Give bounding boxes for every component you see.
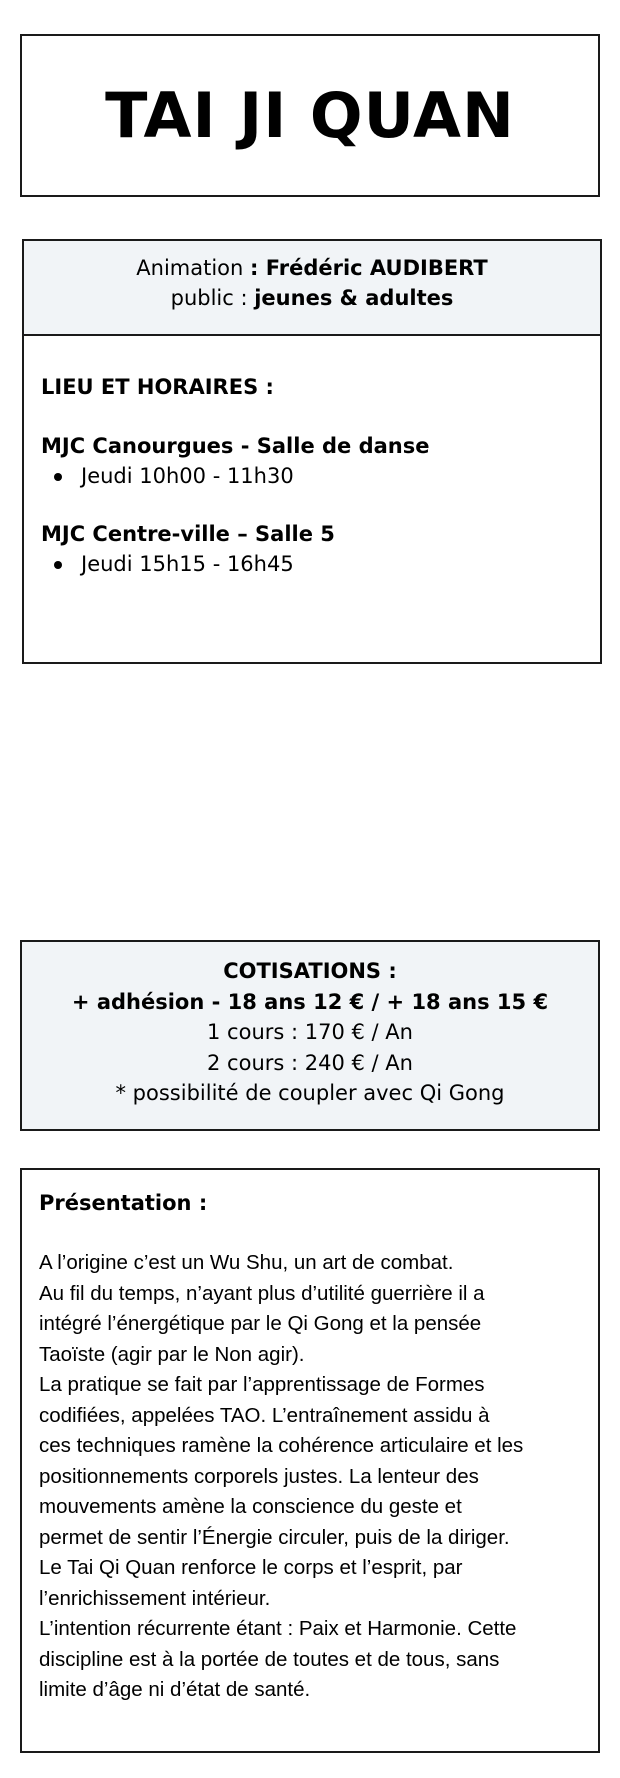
- text-line: ces techniques ramène la cohérence articulaire et les: [39, 1434, 524, 1457]
- text-line: A l’origine c’est un Wu Shu, un art de combat.: [39, 1251, 454, 1274]
- public-label: public :: [170, 286, 255, 310]
- title-box: [20, 34, 600, 197]
- bullet-icon: [54, 473, 62, 481]
- text-line: Au fil du temps, n’ayant plus d’utilité guerrière il a: [39, 1281, 485, 1305]
- cotisations-title: COTISATIONS :: [223, 959, 397, 983]
- public-value: jeunes & adultes: [254, 286, 454, 310]
- schedule-list: [41, 549, 600, 579]
- price-line: 1 cours : 170 € / An: [207, 1020, 413, 1044]
- presentation-text: [39, 1248, 580, 1706]
- info-header: [24, 241, 600, 336]
- bullet-icon: [54, 561, 62, 569]
- text-line: intégré l’énergétique par le Qi Gong et la pensée: [39, 1312, 482, 1335]
- presentation-box: [20, 1168, 600, 1753]
- price-line: 2 cours : 240 € / An: [207, 1050, 413, 1075]
- text-line: l’enrichissement intérieur.: [39, 1586, 271, 1610]
- text-line: discipline est à la portée de toutes et de tous, sans: [39, 1647, 500, 1671]
- text-line: Le Tai Qi Quan renforce le corps et l’esprit, par: [39, 1556, 463, 1579]
- text-line: Taoïste (agir par le Non agir).: [39, 1342, 305, 1366]
- text-line: positionnements corporels justes. La lenteur des: [39, 1464, 479, 1488]
- venue-name: MJC Canourgues - Salle de danse: [41, 434, 430, 458]
- text-line: limite d’âge ni d’état de santé.: [39, 1678, 311, 1701]
- text-line: permet de sentir l’Énergie circuler, puis de la diriger.: [39, 1525, 510, 1549]
- adhesion-line: + adhésion - 18 ans 12 € / + 18 ans 15 €: [71, 989, 549, 1014]
- text-line: codifiées, appelées TAO. L’entraînement assidu à: [39, 1403, 490, 1427]
- animation-label: Animation: [136, 256, 251, 280]
- schedule-item: [41, 549, 600, 579]
- schedule-text: Jeudi 15h15 - 16h45: [81, 552, 294, 576]
- schedule-text: Jeudi 10h00 - 11h30: [81, 464, 294, 488]
- cotisations-box: [20, 940, 600, 1131]
- animation-value: : Frédéric AUDIBERT: [250, 256, 488, 280]
- text-line: La pratique se fait par l’apprentissage de Formes: [39, 1373, 485, 1396]
- lieu-title: LIEU ET HORAIRES :: [41, 375, 274, 399]
- presentation-title: Présentation :: [39, 1191, 208, 1215]
- schedule-list: [41, 461, 600, 491]
- note-line: * possibilité de coupler avec Qi Gong: [115, 1081, 505, 1105]
- public-line: [24, 283, 600, 313]
- page-title: TAI JI QUAN: [105, 79, 515, 152]
- animation-line: [24, 253, 600, 283]
- info-body: [24, 336, 600, 579]
- venue-name: MJC Centre-ville – Salle 5: [41, 522, 335, 546]
- schedule-item: [41, 461, 600, 491]
- text-line: mouvements amène la conscience du geste et: [39, 1495, 462, 1518]
- text-line: L’intention récurrente étant : Paix et Harmonie. Cette: [39, 1617, 517, 1640]
- info-box: [22, 239, 602, 664]
